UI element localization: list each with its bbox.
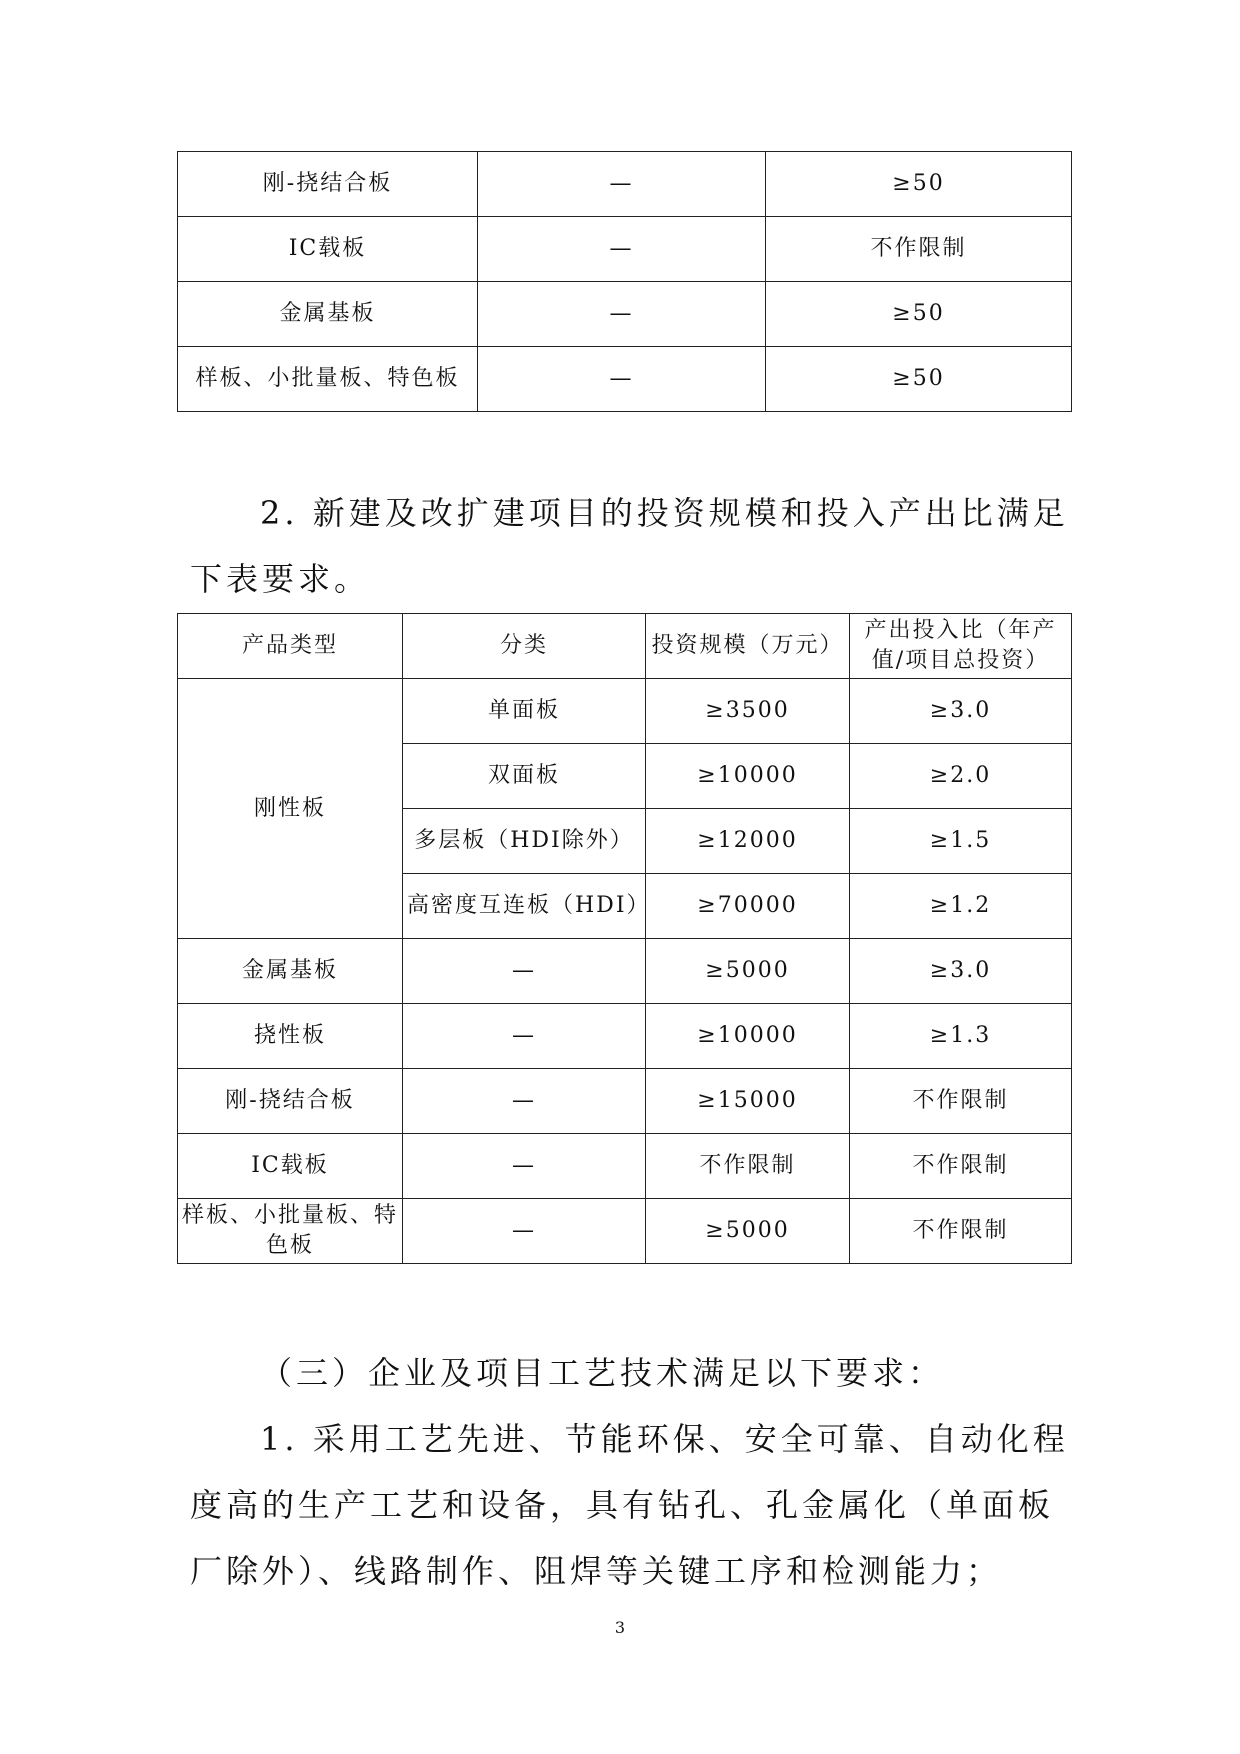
table-cell: 不作限制 xyxy=(850,1199,1072,1264)
table-cell: 单面板 xyxy=(403,679,646,744)
table-row xyxy=(178,347,1072,412)
table-cell: — xyxy=(478,282,766,347)
table-cell: 不作限制 xyxy=(646,1134,850,1199)
table-cell: 金属基板 xyxy=(178,282,478,347)
paragraph-4: 1. 采用工艺先进、节能环保、安全可靠、自动化程度高的生产工艺和设备，具有钻孔、孔金属化（单面板厂除外）、线路制作、阻焊等关键工序和检测能力； xyxy=(190,1420,1069,1590)
table-cell: 不作限制 xyxy=(850,1069,1072,1134)
table-cell: ≥50 xyxy=(766,152,1072,217)
table-row xyxy=(178,939,1072,1004)
table-cell: ≥1.5 xyxy=(850,809,1072,874)
table-cell: — xyxy=(403,1134,646,1199)
table-row xyxy=(178,1004,1072,1069)
table-cell: — xyxy=(478,152,766,217)
table-cell: ≥3500 xyxy=(646,679,850,744)
table-cell: ≥3.0 xyxy=(850,679,1072,744)
table-1 xyxy=(177,151,1072,412)
table-cell: 多层板（HDI除外） xyxy=(403,809,646,874)
table-header-row xyxy=(178,614,1072,679)
table-cell: ≥70000 xyxy=(646,874,850,939)
table-cell: ≥2.0 xyxy=(850,744,1072,809)
table-cell: 样板、小批量板、特色板 xyxy=(178,1199,403,1264)
table-cell: IC载板 xyxy=(178,1134,403,1199)
table-cell: 不作限制 xyxy=(850,1134,1072,1199)
table-cell: — xyxy=(403,1004,646,1069)
table-cell: — xyxy=(478,217,766,282)
table-cell: ≥10000 xyxy=(646,744,850,809)
table-cell: 刚-挠结合板 xyxy=(178,1069,403,1134)
table-cell: ≥5000 xyxy=(646,1199,850,1264)
table-cell: ≥50 xyxy=(766,282,1072,347)
table-cell: 金属基板 xyxy=(178,939,403,1004)
column-header-output-ratio: 产出投入比（年产值/项目总投资） xyxy=(850,614,1072,679)
table-cell: 高密度互连板（HDI） xyxy=(403,874,646,939)
rigid-board-label: 刚性板 xyxy=(178,679,403,939)
page-number: 3 xyxy=(614,1618,626,1637)
table-cell: — xyxy=(478,347,766,412)
table-cell: ≥5000 xyxy=(646,939,850,1004)
table-row xyxy=(178,1069,1072,1134)
table-cell: 挠性板 xyxy=(178,1004,403,1069)
table-row xyxy=(178,1134,1072,1199)
table-row xyxy=(178,217,1072,282)
table-cell: ≥12000 xyxy=(646,809,850,874)
column-header-investment: 投资规模（万元） xyxy=(646,614,850,679)
column-header-category: 分类 xyxy=(403,614,646,679)
table-cell: — xyxy=(403,1199,646,1264)
table-row xyxy=(178,679,1072,744)
table-cell: ≥1.2 xyxy=(850,874,1072,939)
table-cell: ≥50 xyxy=(766,347,1072,412)
table-row xyxy=(178,152,1072,217)
table-cell: — xyxy=(403,939,646,1004)
table-cell: — xyxy=(403,1069,646,1134)
table-row xyxy=(178,1199,1072,1264)
table-cell: ≥3.0 xyxy=(850,939,1072,1004)
table-cell: 刚-挠结合板 xyxy=(178,152,478,217)
table-2 xyxy=(177,613,1072,1264)
table-cell: 样板、小批量板、特色板 xyxy=(178,347,478,412)
table-cell: 双面板 xyxy=(403,744,646,809)
column-header-product-type: 产品类型 xyxy=(178,614,403,679)
table-cell: ≥15000 xyxy=(646,1069,850,1134)
table-cell: ≥1.3 xyxy=(850,1004,1072,1069)
table-cell: 不作限制 xyxy=(766,217,1072,282)
paragraph-2: 2. 新建及改扩建项目的投资规模和投入产出比满足下表要求。 xyxy=(190,494,1069,598)
paragraph-3: （三）企业及项目工艺技术满足以下要求： xyxy=(260,1354,945,1392)
table-cell: IC载板 xyxy=(178,217,478,282)
table-cell: ≥10000 xyxy=(646,1004,850,1069)
table-row xyxy=(178,282,1072,347)
